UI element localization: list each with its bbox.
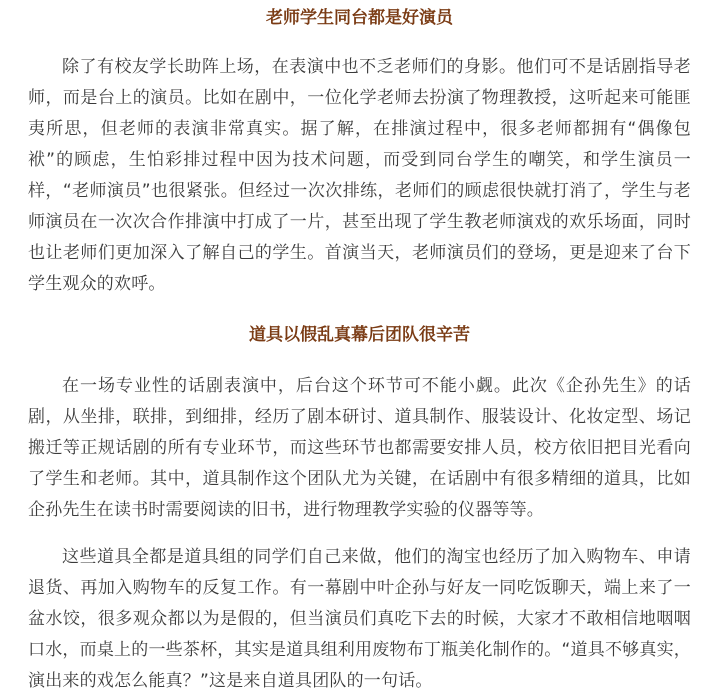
paragraph-props-making: 这些道具全都是道具组的同学们自己来做，他们的淘宝也经历了加入购物车、申请退货、再加入购物车的反复工作。有一幕剧中叶企孙与好友一同吃饭聊天，端上来了一盆水饺，很多观众都以为是假的，但当演员们真吃下去的时候，大家才不敢相信地咽咽口水，而桌上的一些茶杯，其实是道具组利用废物布丁瓶美化制作的。“道具不够真实，演出来的戏怎么能真？”这是来自道具团队的一句话。 <box>28 547 691 691</box>
paragraph-teachers-actors: 除了有校友学长助阵上场，在表演中也不乏老师们的身影。他们可不是话剧指导老师，而是台上的演员。比如在剧中，一位化学老师去扮演了物理教授，这听起来可能匪夷所思，但老师的表演非常真实。据了解，在排演过程中，很多老师都拥有“偶像包袱”的顾虑，生怕彩排过程中因为技术问题，而受到同台学生的嘲笑，和学生演员一样，“老师演员”也很紧张。但经过一次次排练，老师们的顾虑很快就打消了，学生与老师演员在一次次合作排演中打成了一片，甚至出现了学生教老师演戏的欢乐场面，同时也让老师们更加深入了解自己的学生。首演当天，老师演员们的登场，更是迎来了台下学生观众的欢呼。 <box>28 57 691 294</box>
section-heading-teachers-students: 老师学生同台都是好演员 <box>266 8 453 28</box>
paragraph-backstage: 在一场专业性的话剧表演中，后台这个环节可不能小觑。此次《企孙先生》的话剧，从坐排，联排，到细排，经历了剧本研讨、道具制作、服装设计、化妆定型、场记搬迁等正规话剧的所有专业环节，而这些环节也都需要安排人员，校方依旧把目光看向了学生和老师。其中，道具制作这个团队尤为关键，在话剧中有很多精细的道具，比如企孙先生在读书时需要阅读的旧书，进行物理教学实验的仪器等等。 <box>28 376 691 520</box>
section-heading-props-team: 道具以假乱真幕后团队很辛苦 <box>249 325 470 345</box>
